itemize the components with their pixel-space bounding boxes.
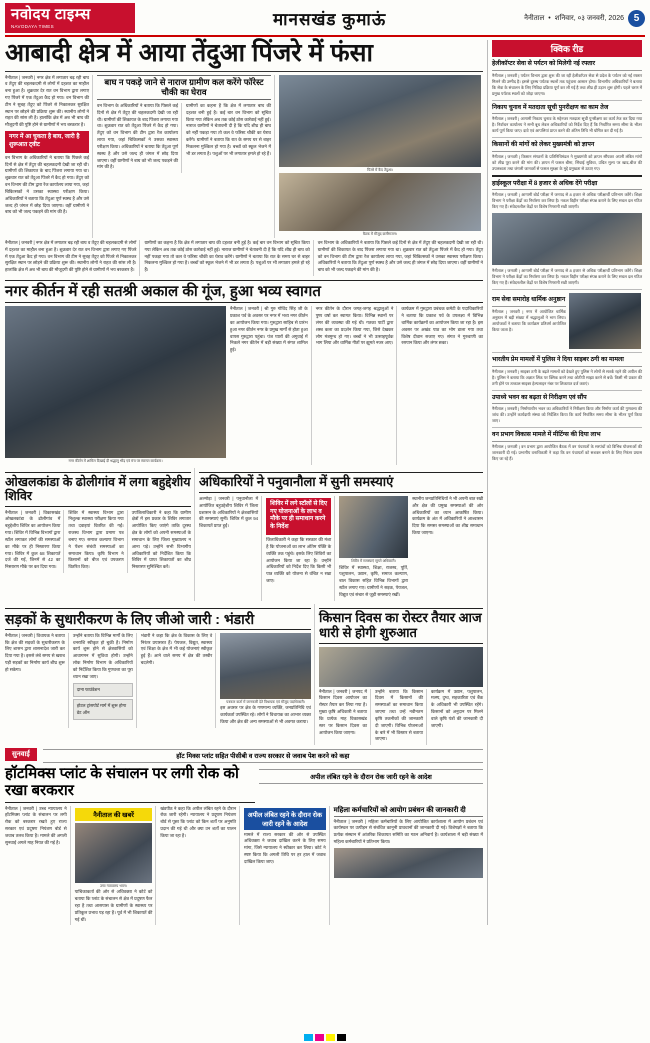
sidebar-item[interactable]	[492, 394, 642, 425]
sadak-text-4: इस अवसर पर क्षेत्र के गणमान्य व्यक्ति, जनप्रतिनिधि एवं कार्यकर्ता उपस्थित रहे। लोगों ने विधायक का आभार व्यक्त किया और क्षेत्र की अन्य समस्याओं से भी अवगत कराया।	[220, 705, 311, 725]
sidebar-item-body: नैनीताल | जनवरी | आगामी निकाय चुनाव के मद्देनजर मतदाता सूची पुनरीक्षण का कार्य तेज कर दिया गया है। निर्वाचन कार्यालय ने सभी बूथ लेवल अधिकारियों को निर्देश दिए हैं कि निर्धारित समय सीमा के भीतर कार्य पूर्ण किया जाए। दावे एवं आपत्तियां प्राप्त करने की अंतिम तिथि भी घोषित कर दी गई है।	[492, 116, 642, 134]
panuwanaula-text-2: जिलाधिकारी ने कहा कि सरकार की मंशा है कि योजनाओं का लाभ अंतिम पंक्ति के व्यक्ति तक पहुंचे। इसके लिए शिविरों का आयोजन किया जा रहा है। उन्होंने अधिकारियों को निर्देश दिए कि किसी भी पात्र व्यक्ति को योजना से वंचित न रखा जाए।	[266, 537, 332, 583]
lead-text-2: वन विभाग के अधिकारियों ने बताया कि पिछले कई दिनों से क्षेत्र में तेंदुए की चहलकदमी देखी जा रही थी। ग्रामीणों की शिकायत के बाद पिंजरा लगाया गया था। शुक्रवार रात को तेंदुआ पिंजरे में कैद हो गया। तेंदुए को वन विभाग की टीम द्वारा रेंज कार्यालय लाया गया, जहां चिकित्सकों ने उसका स्वास्थ्य परीक्षण किया। अधिकारियों ने बताया कि तेंदुआ पूर्ण स्वस्थ है और उसे जल्द ही जंगल में छोड़ दिया जाएगा। वहीं ग्रामीणों ने बाघ को भी जल्द पकड़ने की मांग की है।	[97, 102, 179, 170]
hotmix-tag: सुनवाई	[5, 748, 37, 761]
sadak-photo	[220, 633, 311, 699]
sadak-box-1: दाना फाउंडेशन	[73, 683, 133, 698]
panuwanaula-redbox: शिविर में लगे स्टॉलों से दिए गए योजनाओं के लाभ व मौके पर ही समाधान करने के निर्देश	[266, 498, 331, 535]
sidebar-item[interactable]	[492, 356, 642, 387]
sadak-photo-column	[220, 633, 311, 728]
sidebar-item-body: नैनीताल | जनवरी | आगामी बोर्ड परीक्षा में जनपद से 8 हजार से अधिक परीक्षार्थी प्रतिभाग करेंगे। शिक्षा विभाग ने परीक्षा केंद्रों का निर्धारण कर लिया है। नकल विहीन परीक्षा संपन्न कराने के लिए सचल दल गठित किए गए हैं। संवेदनशील केंद्रों पर विशेष निगरानी रखी जाएगी।	[492, 192, 642, 210]
sadak-text-1: नैनीताल | जनवरी | विधायक ने बताया कि क्षेत्र की सड़कों के सुधारीकरण के लिए शासन द्वारा शासनादेश जारी कर दिया गया है। इससे लंबे समय से खराब पड़ी सड़कों का निर्माण कार्य शीघ्र शुरू हो सकेगा।	[5, 632, 65, 672]
sidebar-item[interactable]	[492, 141, 642, 172]
divider	[492, 390, 642, 391]
divider	[492, 289, 642, 290]
mahila-photo	[334, 848, 483, 878]
panuwanaula-text-1: अल्मोड़ा | जनवरी | पनुवानौला में आयोजित बहुउद्देशीय शिविर में जिला प्रशासन के अधिकारियों ने क्षेत्रवासियों की समस्याएं सुनीं। शिविर में कुल 94 शिकायतें प्राप्त हुईं।	[199, 495, 259, 529]
kirtan-headline: नगर कीर्तन में रही सतश्री अकाल की गूंज, हुआ भव्य स्वागत	[5, 280, 483, 303]
page-body	[5, 40, 645, 925]
lead-subhead: बाघ न पकड़े जाने से नाराज ग्रामीण कल करेंगे फॉरेस्ट चौकी का घेराव	[97, 75, 271, 100]
panuwanaula-caption: शिविर में समस्याएं सुनते अधिकारी।	[351, 558, 396, 563]
masthead-meta	[524, 10, 645, 27]
lead-redbox: नगर में आ चुकता है बाघ, जारी है शुरूआत ट्वीट	[5, 131, 89, 153]
hotmix-mahila-column	[334, 806, 483, 926]
hotmix-yellowbar: नैनीताल की खबरें	[75, 808, 153, 821]
sidebar-item[interactable]	[492, 60, 642, 97]
lead-text-1: नैनीताल | जनवरी | नगर क्षेत्र में लगातार बढ़ रही बाघ व तेंदुए की चहलकदमी से लोगों में दहशत का माहौल बना हुआ है। शुक्रवार देर रात वन विभाग द्वारा लगाए गए पिंजरे में एक तेंदुआ कैद हो गया। वन विभाग की टीम ने सुबह तेंदुए को पिंजरे से निकालकर सुरक्षित स्थान पर छोड़ने की प्रक्रिया शुरू की। स्थानीय लोगों ने राहत की सांस ली है। हालांकि क्षेत्र में अब भी बाघ की मौजूदगी की पुष्टि होने से ग्रामीणों में भय बरकरार है।	[5, 74, 89, 128]
sidebar-title: क्विक रीड	[492, 40, 642, 57]
hotmix-text-1: नैनीताल | जनवरी | उच्च न्यायालय ने हॉटमिक्स प्लांट के संचालन पर लगी रोक को बरकरार रखते हुए राज्य सरकार एवं प्रदूषण नियंत्रण बोर्ड से जवाब तलब किया है। मामले की अगली सुनवाई अगले माह नियत की गई है।	[5, 805, 67, 845]
dholigaon-text-2: शिविर में स्वास्थ्य विभाग द्वारा निशुल्क स्वास्थ्य परीक्षण किया गया तथा दवाइयां वितरित की गईं। राजस्व विभाग द्वारा प्रमाण पत्र बनाए गए। समाज कल्याण विभाग ने पेंशन संबंधी समस्याओं का समाधान किया। कृषि विभाग ने किसानों को बीज एवं उपकरण वितरित किए।	[68, 509, 124, 570]
logo-title: नवोदय टाइम्स	[11, 6, 91, 23]
dholigaon-text-1: नैनीताल | जनवरी | विकासखंड ओखलकांडा के ढोलीगांव में बहुद्देशीय शिविर का आयोजन किया गया। शिविर में विभिन्न विभागों द्वारा स्टॉल लगाकर लोगों की समस्याओं का मौके पर ही निस्तारण किया गया। शिविर में कुल 68 शिकायतें दर्ज की गईं, जिनमें से 42 का निस्तारण मौके पर कर दिया गया।	[5, 509, 61, 570]
sadak-text-3: भंडारी ने कहा कि क्षेत्र के विकास के लिए वे निरंतर प्रयासरत हैं। पेयजल, विद्युत, स्वास्थ्य एवं शिक्षा के क्षेत्र में भी कई योजनाएं स्वीकृत हुई हैं। आने वाले समय में क्षेत्र की तस्वीर बदलेगी।	[140, 632, 213, 666]
sidebar-item-head: हेलीकॉप्टर सेवा से पर्यटन को मिलेगी नई रफ्तार	[492, 60, 642, 71]
lead-caption-2: बैठक में मौजूद ग्रामीणजन।	[362, 232, 398, 237]
hotmix-text-4: मामले में राज्य सरकार की ओर से उपस्थित अधिवक्ता ने जवाब दाखिल करने के लिए समय मांगा, जिसे न्यायालय ने स्वीकार कर लिया। कोर्ट ने स्पष्ट किया कि अगली तिथि पर हर हाल में जवाब दाखिल किया जाए।	[244, 831, 326, 864]
sidebar-item-body: नैनीताल | जनवरी | पर्यटन विभाग द्वारा शुरू की जा रही हेलीकॉप्टर सेवा से प्रदेश के पर्यटन को नई रफ्तार मिलने की उम्मीद है। इससे दूरस्थ पर्यटक स्थलों तक पहुंचना आसान होगा। विभागीय अधिकारियों ने बताया कि सेवा के संचालन के लिए निविदा प्रक्रिया पूर्ण कर ली गई है तथा शीघ्र ही उड़ान शुरू होगी। पहले चरण में प्रमुख पर्यटक स्थलों को जोड़ा जाएगा।	[492, 72, 642, 96]
panuwanaula-text-3: शिविर में स्वास्थ्य, शिक्षा, राजस्व, पूर्ति, पशुपालन, उद्यान, कृषि, समाज कल्याण, बाल विकास सहित विभिन्न विभागों द्वारा स्टॉल लगाए गए। ग्रामीणों ने सड़क, पेयजल, विद्युत एवं संचार से जुड़ी समस्याएं रखीं।	[339, 564, 409, 597]
publication-logo	[5, 3, 135, 33]
hotmix-story	[5, 748, 483, 925]
panuwanaula-photo-column	[339, 496, 408, 601]
sidebar-item-head: हाईस्कूल परीक्षा में 8 हजार से अधिक देंगे परीक्षा	[492, 180, 642, 191]
kisan-text-1: नैनीताल | जनवरी | जनपद में किसान दिवस आयोजन का रोस्टर तैयार कर लिया गया है। मुख्य कृषि अधिकारी ने बताया कि प्रत्येक माह विकासखंड स्तर पर किसान दिवस का आयोजन किया जाएगा।	[319, 688, 367, 735]
masthead	[5, 3, 645, 37]
lead-text-4: नैनीताल | जनवरी | नगर क्षेत्र में लगातार बढ़ रही बाघ व तेंदुए की चहलकदमी से लोगों में दहशत का माहौल बना हुआ है। शुक्रवार देर रात वन विभाग द्वारा लगाए गए पिंजरे में एक तेंदुआ कैद हो गया। वन विभाग की टीम ने सुबह तेंदुए को पिंजरे से निकालकर सुरक्षित स्थान पर छोड़ने की प्रक्रिया शुरू की। स्थानीय लोगों ने राहत की सांस ली है। हालांकि क्षेत्र में अब भी बाघ की मौजूदगी की पुष्टि होने से ग्रामीणों में भय बरकरार है।	[5, 239, 137, 273]
panuwanaula-redbox-col	[266, 496, 335, 601]
masthead-bullet: •	[548, 14, 551, 22]
dholigaon-headline: ओखलकांडा के ढोलीगांव में लगा बहुद्देशीय शिविर	[5, 472, 191, 507]
lead-headline: आबादी क्षेत्र में आया तेंदुआ पिंजरे में फंसा	[5, 40, 483, 72]
sadak-text-2: उन्होंने बताया कि विभिन्न मार्गों के लिए धनराशि स्वीकृत हो चुकी है। निर्माण कार्य शुरू होने से क्षेत्रवासियों को आवागमन में सुविधा होगी। उन्होंने लोक निर्माण विभाग के अधिकारियों को निर्देशित किया कि गुणवत्ता का पूरा ध्यान रखा जाए।	[72, 632, 133, 679]
lead-column-1	[5, 75, 93, 238]
kirtan-story	[5, 280, 483, 465]
lead-text-3: ग्रामीणों का कहना है कि क्षेत्र में लगातार बाघ की दहशत बनी हुई है। कई बार वन विभाग को सूचित किया गया लेकिन अब तक कोई ठोस कार्रवाई नहीं हुई। नाराज ग्रामीणों ने चेतावनी दी है कि यदि शीघ्र ही बाघ को नहीं पकड़ा गया तो कल वे फॉरेस्ट चौकी का घेराव करेंगे। ग्रामीणों ने बताया कि रात के समय घर से बाहर निकलना मुश्किल हो गया है। बच्चों को स्कूल भेजने में भी डर लगता है। पशुओं पर भी लगातार हमले हो रहे हैं।	[186, 102, 271, 156]
mid-section	[5, 468, 483, 601]
hotmix-text-3: खंडपीठ ने कहा कि अपील लंबित रहने के दौरान रोक जारी रहेगी। न्यायालय ने प्रदूषण नियंत्रण बोर्ड से पूछा कि प्लांट को किन शर्तों पर अनुमति प्रदान की गई थी और क्या उन शर्तों का पालन किया जा रहा है।	[160, 805, 237, 838]
lead-text-6: वन विभाग के अधिकारियों ने बताया कि पिछले कई दिनों से क्षेत्र में तेंदुए की चहलकदमी देखी जा रही थी। ग्रामीणों की शिकायत के बाद पिंजरा लगाया गया था। शुक्रवार रात को तेंदुआ पिंजरे में कैद हो गया। तेंदुए को वन विभाग की टीम द्वारा रेंज कार्यालय लाया गया, जहां चिकित्सकों ने उसका स्वास्थ्य परीक्षण किया। अधिकारियों ने बताया कि तेंदुआ पूर्ण स्वस्थ है और उसे जल्द ही जंगल में छोड़ दिया जाएगा। वहीं ग्रामीणों ने बाघ को भी जल्द पकड़ने की मांग की है।	[317, 239, 483, 273]
dholigaon-story	[5, 468, 195, 601]
edition-title: मानसखंड कुमाऊं	[272, 9, 387, 29]
hotmix-photo-court	[75, 823, 153, 883]
sidebar-item-body: नैनीताल | जनवरी | नगर में आयोजित धार्मिक अनुष्ठान में बड़ी संख्या में श्रद्धालुओं ने भाग लिया। आयोजकों ने बताया कि कार्यक्रम प्रतिवर्ष आयोजित किया जाता है।	[492, 308, 566, 332]
hotmix-mid-column	[75, 806, 157, 926]
hotmix-headline: हॉटमिक्स प्लांट के संचालन पर लगी रोक को रखा बरकरार	[5, 765, 255, 803]
kirtan-caption: नगर कीर्तन में शामिल दिखाई दी श्रद्धालु भीड़ एवं मंच पर स्वागत कार्यक्रम।	[68, 459, 163, 464]
lead-story	[5, 40, 483, 276]
lead-photo-column	[279, 75, 481, 238]
sidebar-photo-2	[569, 293, 641, 349]
sidebar-item-body: नैनीताल | जनवरी | किसान संगठनों के प्रतिनिधिमंडल ने मुख्यमंत्री को ज्ञापन सौंपकर अपनी लंबित मांगों को शीघ्र पूरा करने की मांग की। ज्ञापन में फसल बीमा, सिंचाई सुविधा, उचित मूल्य पर खाद-बीज की उपलब्धता तथा जंगली जानवरों से फसल सुरक्षा के मुद्दे प्रमुखता से उठाए गए।	[492, 153, 642, 171]
sadak-box-column	[73, 633, 137, 728]
kirtan-text-2: नगर कीर्तन के दौरान जगह-जगह श्रद्धालुओं ने पुष्प वर्षा कर स्वागत किया। विभिन्न स्थानों पर लंगर की व्यवस्था की गई थी। गतका पार्टी द्वारा शस्त्र कला का प्रदर्शन किया गया, जिसे देखकर लोग मंत्रमुग्ध हो गए। बच्चों ने भी उत्साहपूर्वक भाग लिया और धार्मिक गीतों पर झूमते नजर आए।	[315, 306, 394, 346]
dholigaon-text-3: उपजिलाधिकारी ने कहा कि ग्रामीण क्षेत्रों में इस प्रकार के शिविर लगातार आयोजित किए जाएंगे ताकि दूरस्थ क्षेत्र के लोगों को अपनी समस्याओं के समाधान के लिए जिला मुख्यालय न आना पड़े। उन्होंने सभी विभागीय अधिकारियों को निर्देशित किया कि शिविर में प्राप्त शिकायतों का शीघ्र निस्तारण सुनिश्चित करें।	[131, 509, 191, 570]
sidebar-item-head: राम सेवा समारोह धार्मिक अनुष्ठान	[492, 296, 566, 307]
sidebar-item-body-cont: नैनीताल | जनवरी | आगामी बोर्ड परीक्षा में जनपद से 8 हजार से अधिक परीक्षार्थी प्रतिभाग करेंगे। शिक्षा विभाग ने परीक्षा केंद्रों का निर्धारण कर लिया है। नकल विहीन परीक्षा संपन्न कराने के लिए सचल दल गठित किए गए हैं। संवेदनशील केंद्रों पर विशेष निगरानी रखी जाएगी।	[492, 268, 642, 286]
hotmix-right-column	[244, 806, 330, 926]
sidebar-item-head: वन प्रभाग विकास मामले में मीटिंग्स की दिया लाभ	[492, 431, 642, 442]
sadak-story	[5, 604, 315, 746]
divider	[492, 427, 642, 428]
kirtan-photo-column	[5, 306, 226, 465]
logo-subtitle: NAVODAYA TIMES	[11, 24, 54, 29]
hotmix-subhead-left: हॉट मिक्स प्लांट सहित पीसीबी व राज्य सरकार से जवाब पेश करने को कहा	[43, 749, 483, 763]
publication-date: शनिवार, ०३ जनवरी, 2026	[554, 14, 624, 22]
hotmix-text-2: याचिकाकर्ता की ओर से अधिवक्ता ने कोर्ट को बताया कि प्लांट के संचालन से क्षेत्र में प्रदूषण फैल रहा है तथा आसपास के ग्रामीणों के स्वास्थ्य पर प्रतिकूल प्रभाव पड़ रहा है। पूर्व में भी शिकायतें की गई थीं।	[74, 889, 153, 922]
lower-section	[5, 604, 483, 746]
sidebar-item-body: नैनीताल | जनवरी | वन प्रभाग द्वारा आयोजित बैठक में वन पंचायतों के सरपंचों को विभिन्न योजनाओं की जानकारी दी गई। प्रभागीय वनाधिकारी ने कहा कि वन पंचायतों को सशक्त बनाने के लिए निरंतर प्रयास किए जा रहे हैं।	[492, 443, 642, 461]
panuwanaula-text-4: स्थानीय जनप्रतिनिधियों ने भी अपनी बात रखी और क्षेत्र की प्रमुख समस्याओं की ओर अधिकारियों का ध्यान आकर्षित किया। कार्यक्रम के अंत में अधिकारियों ने आश्वासन दिया कि समस्त समस्याओं का शीघ्र समाधान किया जाएगा।	[412, 495, 483, 535]
page-number-badge: 5	[628, 10, 645, 27]
sidebar-item-body: नैनीताल | जनवरी | निर्माणाधीन भवन का अधिकारियों ने निरीक्षण किया और निर्माण कार्य की गुणवत्ता की जांच की। उन्होंने कार्यदायी संस्था को निर्देशित किया कि कार्य निर्धारित समय सीमा के भीतर पूर्ण किया जाए।	[492, 406, 642, 424]
divider	[492, 175, 642, 177]
kisan-text-2: उन्होंने बताया कि किसान दिवस में किसानों की समस्याओं का समाधान किया जाएगा तथा उन्हें नवीनतम कृषि तकनीकों की जानकारी दी जाएगी। विभिन्न योजनाओं के बारे में भी विस्तार से बताया जाएगा।	[375, 688, 423, 742]
hotmix-subhead-right: अपील लंबित रहने के दौरान रोक जारी रहने के आदेश	[259, 769, 483, 784]
hotmix-headline-wrap	[5, 765, 255, 803]
hotmix-caption: उच्च न्यायालय भवन।	[99, 883, 128, 888]
lead-text-1b: वन विभाग के अधिकारियों ने बताया कि पिछले कई दिनों से क्षेत्र में तेंदुए की चहलकदमी देखी जा रही थी। ग्रामीणों की शिकायत के बाद पिंजरा लगाया गया था। शुक्रवार रात को तेंदुआ पिंजरे में कैद हो गया। तेंदुए को वन विभाग की टीम द्वारा रेंज कार्यालय लाया गया, जहां चिकित्सकों ने उसका स्वास्थ्य परीक्षण किया। अधिकारियों ने बताया कि तेंदुआ पूर्ण स्वस्थ है और उसे जल्द ही जंगल में छोड़ दिया जाएगा। वहीं ग्रामीणों ने बाघ को भी जल्द पकड़ने की मांग की है।	[5, 154, 89, 215]
panuwanaula-headline: अधिकारियों ने पनुवानौला में सुनी समस्याएं	[199, 472, 483, 493]
kirtan-text-3: कार्यक्रम में गुरुद्वारा प्रबंधक कमेटी के पदाधिकारियों ने बताया कि प्रकाश पर्व के उपलक्ष्य में विभिन्न धार्मिक कार्यक्रमों का आयोजन किया जा रहा है। इस अवसर पर अखंड पाठ का भोग डाला गया तथा विशेष दीवान सजाए गए। संगत ने गुरुवाणी का रसपान किया और लंगर छका।	[401, 306, 483, 346]
cmyk-registration-marks	[304, 1034, 346, 1041]
sidebar-item-body: नैनीताल | जनवरी | साइबर ठगी के बढ़ते मामलों को देखते हुए पुलिस ने लोगों से सतर्क रहने की अपील की है। पुलिस ने बताया कि अज्ञात लिंक पर क्लिक करने तथा ओटीपी साझा करने से बचें। किसी भी प्रकार की ठगी होने पर तत्काल साइबर हेल्पलाइन नंबर पर शिकायत दर्ज कराएं।	[492, 368, 642, 386]
sadak-box-2: होटल ट्रांसपोर्ट मार्ग में शुरू होगा डेट ऑन	[73, 699, 133, 720]
main-content	[5, 40, 483, 925]
lead-photo-leopard	[279, 75, 481, 167]
mahila-text: नैनीताल | जनवरी | महिला कर्मचारियों के लिए आयोजित कार्यशाला में आयोग प्रबंधन एवं कार्यस्थल पर उत्पीड़न से संबंधित कानूनी प्रावधानों की जानकारी दी गई। विशेषज्ञों ने बताया कि प्रत्येक संस्थान में आंतरिक शिकायत समिति का गठन अनिवार्य है। कार्यशाला में बड़ी संख्या में महिला कर्मचारियों ने प्रतिभाग किया।	[333, 818, 483, 845]
lead-text-5: ग्रामीणों का कहना है कि क्षेत्र में लगातार बाघ की दहशत बनी हुई है। कई बार वन विभाग को सूचित किया गया लेकिन अब तक कोई ठोस कार्रवाई नहीं हुई। नाराज ग्रामीणों ने चेतावनी दी है कि यदि शीघ्र ही बाघ को नहीं पकड़ा गया तो कल वे फॉरेस्ट चौकी का घेराव करेंगे। ग्रामीणों ने बताया कि रात के समय घर से बाहर निकलना मुश्किल हो गया है। बच्चों को स्कूल भेजने में भी डर लगता है। पशुओं पर भी लगातार हमले हो रहे हैं।	[144, 239, 310, 273]
kirtan-text-1: नैनीताल | जनवरी | श्री गुरु गोविंद सिंह जी के प्रकाश पर्व के अवसर पर नगर में भव्य नगर कीर्तन का आयोजन किया गया। गुरुद्वारा साहिब से प्रारंभ हुआ नगर कीर्तन नगर के प्रमुख मार्गों से होता हुआ वापस गुरुद्वारा पहुंचा। पंज प्यारों की अगुवाई में निकले नगर कीर्तन में बड़ी संख्या में संगत शामिल हुई।	[230, 306, 308, 353]
kisan-text-3: कार्यक्रम में उद्यान, पशुपालन, मत्स्य, दुग्ध, सहकारिता एवं बैंक के अधिकारी भी उपस्थित रहेंगे। किसानों को अनुदान पर मिलने वाले कृषि यंत्रों की जानकारी दी जाएगी।	[431, 688, 483, 728]
sidebar-item[interactable]	[492, 180, 642, 211]
sidebar-item-head: भारतीय प्रेम मामलों में पुलिस ने दिया साइबर ठगी का मामला	[492, 356, 642, 367]
lead-photo-meeting	[279, 173, 481, 231]
sidebar-item-head: निकाय चुनाव में मतदाता सूची पुनरीक्षण का काम तेज	[492, 104, 642, 115]
sadak-headline: सड़कों के सुधारीकरण के लिए जीओ जारी : भंडारी	[5, 608, 311, 630]
lead-column-2	[97, 75, 275, 238]
kisan-photo	[319, 647, 483, 687]
sidebar-item-head: किसानों की मांगों को लेकर मुख्यमंत्री को ज्ञापन	[492, 141, 642, 152]
kirtan-photo	[5, 306, 226, 458]
divider	[492, 137, 642, 138]
edition-city: नैनीताल	[524, 14, 545, 22]
sidebar-photo-1	[492, 213, 642, 265]
divider	[492, 100, 642, 101]
kisan-headline: किसान दिवस का रोस्टर तैयार आज धारी से होगी शुरुआत	[319, 608, 483, 644]
panuwanaula-story	[199, 468, 483, 601]
sadak-caption: पत्रकार वार्ता में जानकारी देते विधायक एवं मौजूद पदाधिकारी।	[226, 699, 306, 704]
panuwanaula-photo	[339, 496, 408, 558]
divider	[492, 352, 642, 353]
sidebar-item[interactable]	[492, 293, 642, 349]
sidebar-item-head: उपाध्ये भवन का बढ़ता से निरीक्षण एवं सौंप	[492, 394, 642, 405]
sidebar-quick-read	[487, 40, 642, 925]
hotmix-bluebar: अपील लंबित रहने के दौरान रोक जारी रहने के आदेश	[244, 808, 326, 830]
mahila-headline: महिला कर्मचारियों को आयोग प्रबंधन की जानकारी दी	[334, 806, 483, 817]
lead-caption-1: पिंजरे में कैद तेंदुआ।	[367, 167, 393, 172]
sidebar-item[interactable]	[492, 104, 642, 135]
kisan-story	[319, 604, 483, 746]
sidebar-item[interactable]	[492, 431, 642, 462]
